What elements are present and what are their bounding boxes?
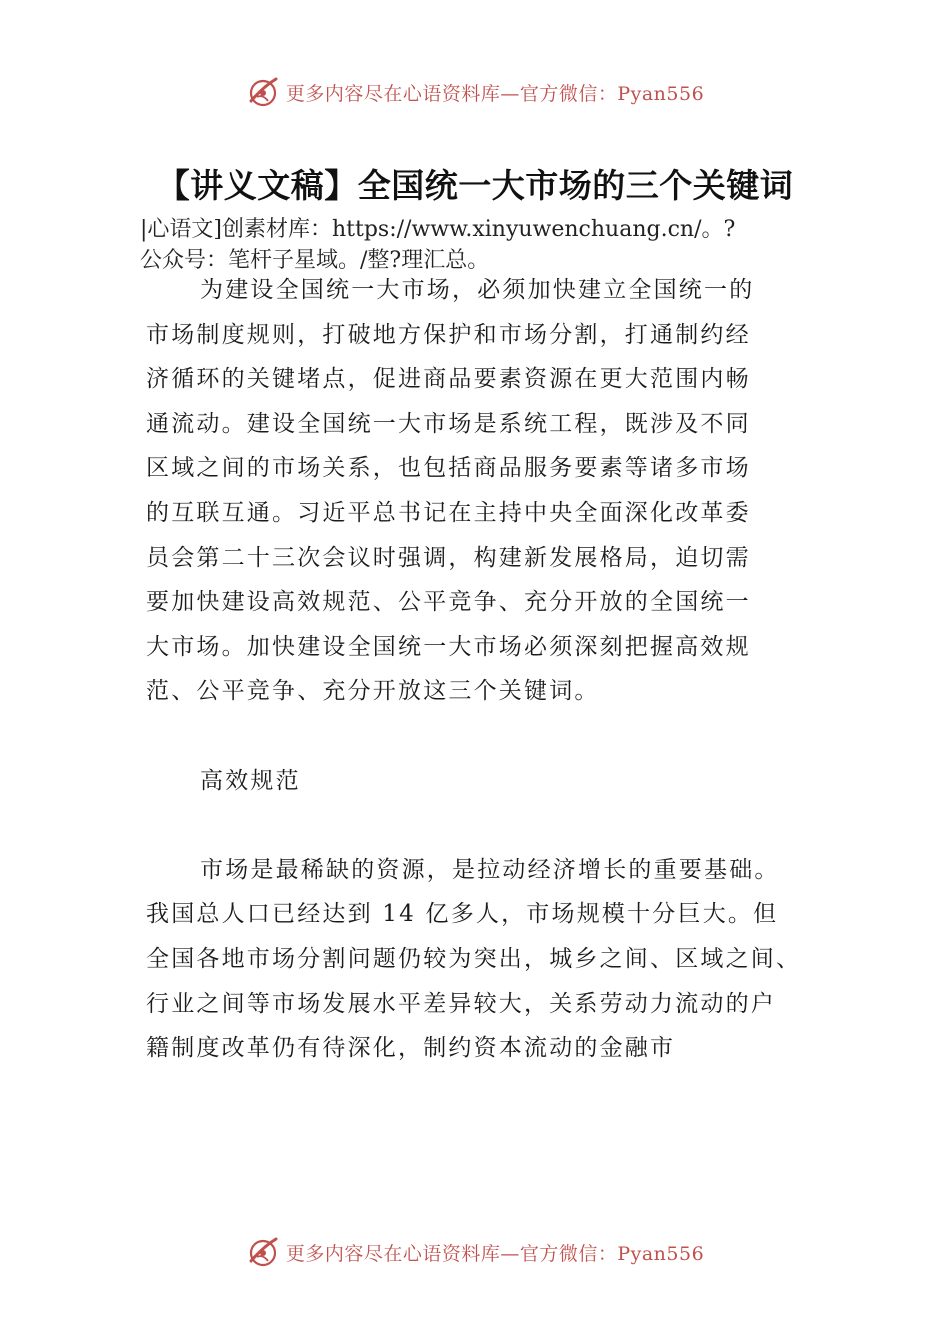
text-line: 通流动。建设全国统一大市场是系统工程，既涉及不同 <box>146 410 751 437</box>
text-line: 全国各地市场分割问题仍较为突出，城乡之间、区域之间、 <box>146 945 802 972</box>
text-line: 市场是最稀缺的资源，是拉动经济增长的重要基础。 <box>200 856 780 883</box>
watermark-text: 更多内容尽在心语资料库—官方微信：Pyan556 <box>285 82 705 105</box>
text-line: 员会第二十三次会议时强调，构建新发展格局，迫切需 <box>146 544 751 571</box>
source-info <box>140 214 840 276</box>
section-heading: 高效规范 <box>200 767 301 794</box>
header-watermark <box>0 72 950 112</box>
source-line: |心语文]创素材库：https://www.xinyuwenchuang.cn/。? <box>140 217 736 242</box>
blank-line <box>146 803 846 848</box>
document-title: 【讲义文稿】全国统一大市场的三个关键词 <box>156 166 794 205</box>
brush-logo-icon <box>246 75 280 109</box>
footer-watermark <box>0 1232 950 1272</box>
text-line: 市场制度规则，打破地方保护和市场分割，打通制约经 <box>146 321 751 348</box>
text-line: 行业之间等市场发展水平差异较大，关系劳动力流动的户 <box>146 990 776 1017</box>
text-line: 的互联互通。习近平总书记在主持中央全面深化改革委 <box>146 499 751 526</box>
paragraph-2 <box>146 848 846 1071</box>
text-line: 大市场。加快建设全国统一大市场必须深刻把握高效规 <box>146 633 751 660</box>
blank-line <box>146 714 846 759</box>
brush-logo-icon <box>246 1235 280 1269</box>
source-line: 公众号：笔杆子星域。/整?理汇总。 <box>140 248 490 273</box>
text-line: 范、公平竞争、充分开放这三个关键词。 <box>146 678 600 705</box>
text-line: 要加快建设高效规范、公平竞争、充分开放的全国统一 <box>146 589 751 616</box>
text-line: 为建设全国统一大市场，必须加快建立全国统一的 <box>200 277 755 303</box>
document-body <box>146 268 846 1071</box>
text-line: 区域之间的市场关系，也包括商品服务要素等诸多市场 <box>146 455 751 482</box>
paragraph-1 <box>146 268 846 714</box>
text-line: 我国总人口已经达到 14 亿多人，市场规模十分巨大。但 <box>146 901 779 928</box>
watermark-text: 更多内容尽在心语资料库—官方微信：Pyan556 <box>285 1242 705 1265</box>
text-line: 籍制度改革仍有待深化，制约资本流动的金融市 <box>146 1035 676 1062</box>
text-line: 济循环的关键堵点，促进商品要素资源在更大范围内畅 <box>146 366 751 393</box>
